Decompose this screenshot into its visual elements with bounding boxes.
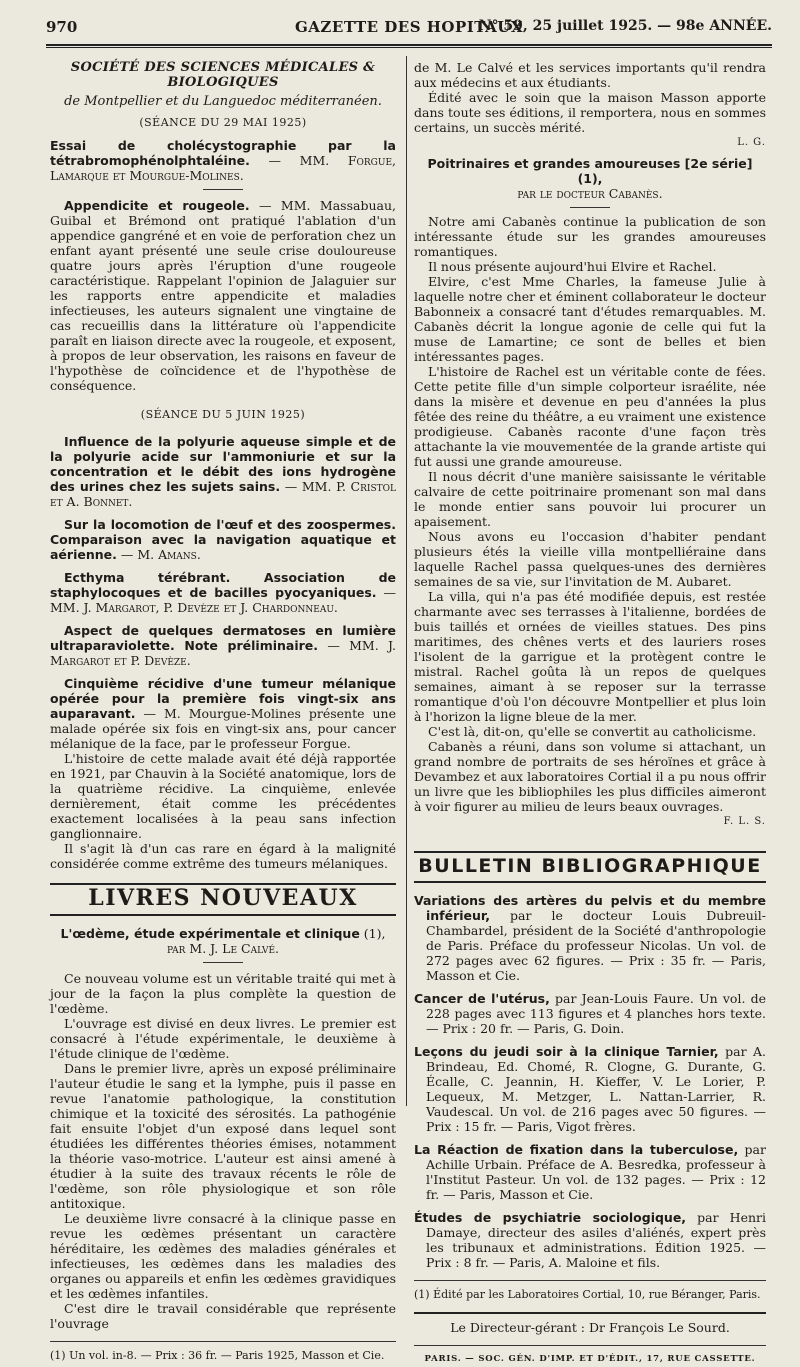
article-paragraph: Il s'agit là d'un cas rare en égard à la malignité considérée comme extrême des tumeurs mélaniques. bbox=[50, 841, 396, 871]
biblio-text: par le docteur Louis Dubreuil-Chambardel, président de la Société d'anthropologie de Paris. Préface du professeur Nicolas. Un vol. de 272 pages avec 62 figures. — Prix : 35 fr. — Paris, Masson et Cie. bbox=[426, 908, 766, 983]
article-authors: — MM. P. Cristol et A. Bonnet. bbox=[50, 479, 396, 509]
right-column bbox=[414, 60, 766, 1367]
header-rule-thin bbox=[46, 47, 772, 48]
book-title: L'œdème, étude expérimentale et clinique bbox=[60, 926, 360, 941]
book-review bbox=[414, 214, 766, 829]
footnote-rule bbox=[50, 1341, 396, 1342]
article-appendicite bbox=[50, 198, 396, 393]
closing-rule-thin bbox=[414, 1345, 766, 1346]
review-paragraph: Le deuxième livre consacré à la clinique passe en revue les œdèmes présentant un caractère héréditaire, les œdèmes des maladies générales et infectieuses, les œdèmes dans les maladies des organes ou appareils et enfin les œdèmes gravidiques et les œdèmes infantiles. bbox=[50, 1211, 396, 1301]
article-authors: — M. Amans. bbox=[116, 547, 201, 562]
biblio-title: Variations des artères du pelvis et du membre inférieur, bbox=[414, 893, 766, 923]
column-divider bbox=[406, 56, 407, 1106]
left-column bbox=[50, 60, 396, 1363]
section-heading: BULLETIN BIBLIOGRAPHIQUE bbox=[418, 855, 762, 877]
article-dermatoses bbox=[50, 623, 396, 668]
signature: F. L. S. bbox=[723, 816, 766, 827]
biblio-title: Cancer de l'utérus, bbox=[414, 991, 550, 1006]
article-authors: — MM. J. Margarot et P. Devèze. bbox=[50, 638, 396, 668]
separator bbox=[203, 962, 243, 963]
article-locomotion bbox=[50, 517, 396, 562]
article-paragraph: L'histoire de cette malade avait été déjà rapportée en 1921, par Chauvin à la Société anatomique, lors de la quatrième récidive. La cinquième, enlevée dernièrement, était comme les précédentes exactement localisées à la peau sans infection ganglionnaire. bbox=[50, 751, 396, 841]
biblio-title: La Réaction de fixation dans la tuberculose, bbox=[414, 1142, 739, 1157]
review-paragraph: C'est dire le travail considérable que représente l'ouvrage bbox=[50, 1301, 396, 1331]
footnote-ref: (1), bbox=[359, 926, 386, 941]
article-title: Essai de cholécystographie par la tétrabromophénolphtaléine. bbox=[50, 138, 396, 168]
article-title: Aspect de quelques dermatoses en lumière ultraparaviolette. Note préliminaire. bbox=[50, 623, 396, 653]
article-title: Ecthyma térébrant. Association de staphylocoques et de bacilles pyocyaniques. bbox=[50, 570, 396, 600]
article-title: Appendicite et rougeole. bbox=[64, 198, 250, 213]
book-review bbox=[50, 971, 396, 1331]
footnote: (1) Un vol. in-8. — Prix : 36 fr. — Paris 1925, Masson et Cie. bbox=[50, 1349, 385, 1362]
society-title: SOCIÉTÉ DES SCIENCES MÉDICALES & BIOLOGIQUES bbox=[70, 60, 376, 90]
article-authors: — MM. Forgue, Lamarque et Mourgue-Molines. bbox=[50, 153, 396, 183]
livres-nouveaux-header bbox=[50, 883, 396, 916]
header-rule bbox=[46, 44, 772, 46]
review-paragraph: L'histoire de Rachel est un véritable conte de fées. Cette petite fille d'un simple colporteur israélite, née dans la misère et devenue en peu d'années la plus fêtée des reine du théâtre, a eu vraiment une existence prodigieuse. Cabanès raconte d'une façon très attachante la vie mouvementée de la grande artiste qui fut aussi une grande amoureuse. bbox=[414, 364, 766, 469]
section-heading: LIVRES NOUVEAUX bbox=[88, 885, 358, 911]
biblio-title: Leçons du jeudi soir à la clinique Tarnier, bbox=[414, 1044, 719, 1059]
article-polyurie bbox=[50, 434, 396, 509]
review-paragraph: Il nous décrit d'une manière saisissante le véritable calvaire de cette poitrinaire promenant son mal dans le monde entier sans pouvoir lui procurer un apaisement. bbox=[414, 469, 766, 529]
closing-rule bbox=[414, 1312, 766, 1314]
seance-date: (SÉANCE DU 29 MAI 1925) bbox=[139, 116, 307, 129]
book-heading bbox=[414, 156, 766, 186]
book-author: par le docteur Cabanès. bbox=[517, 186, 663, 201]
review-paragraph: Notre ami Cabanès continue la publication de son intéressante étude sur les grandes amoureuses romantiques. bbox=[414, 214, 766, 259]
printer-line: PARIS. — SOC. GÉN. D'IMP. ET D'ÉDIT., 17, RUE CASSETTE. bbox=[424, 1354, 756, 1364]
review-paragraph: Elvire, c'est Mme Charles, la fameuse Julie à laquelle notre cher et éminent collaborateur le docteur Babonneix a consacré tant d'études remarquables. M. Cabanès décrit la longue agonie de celle qui fut la muse de Lamartine; ce sont de belles et bien intéressantes pages. bbox=[414, 274, 766, 364]
review-paragraph: Nous avons eu l'occasion d'habiter pendant plusieurs étés la vieille villa montpelliéraine dans laquelle Rachel passa quelques-unes des dernières semaines de sa vie, sur l'invitation de M. Aubaret. bbox=[414, 529, 766, 589]
footnote: (1) Édité par les Laboratoires Cortial, 10, rue Béranger, Paris. bbox=[414, 1288, 761, 1301]
book-heading bbox=[50, 926, 396, 941]
biblio-entry bbox=[414, 991, 766, 1036]
article-title: Sur la locomotion de l'œuf et des zoospermes. Comparaison avec la navigation aquatique et aérienne. bbox=[50, 517, 396, 562]
biblio-text: par Achille Urbain. Préface de A. Besredka, professeur à l'Institut Pasteur. Un vol. de 132 pages. — Prix : 12 fr. — Paris, Masson et Cie. bbox=[426, 1142, 766, 1202]
review-paragraph: L'ouvrage est divisé en deux livres. Le premier est consacré à l'étude expérimentale, le deuxième à l'étude clinique de l'œdème. bbox=[50, 1016, 396, 1061]
book-title: Poitrinaires et grandes amoureuses [2e série] (1), bbox=[427, 156, 753, 186]
review-paragraph: La villa, qui n'a pas été modifiée depuis, est restée charmante avec ses terrasses à l'italienne, bordées de buis taillés et ornées de vieilles statues. Des pins maritimes, des chênes verts et des lauriers roses l'isolent de la garrigue et la protègent contre le mistral. Rachel goûta là un repos de quelques semaines, aimant à se reposer sur la terrasse romantique d'où l'on découvre Montpellier et plus loin à l'horizon la ligne bleue de la mer. bbox=[414, 589, 766, 724]
bulletin-header bbox=[414, 851, 766, 883]
footnote-rule bbox=[414, 1280, 766, 1281]
article-authors: — MM. J. Margarot, P. Devèze et J. Chardonneau. bbox=[50, 585, 396, 615]
seance-date: (SÉANCE DU 5 JUIN 1925) bbox=[140, 408, 306, 421]
biblio-entry bbox=[414, 893, 766, 983]
article-text: — M. Mourgue-Molines présente une malade opérée six fois en vingt-six ans, pour cancer mélanique de la face, par le professeur Forgue. bbox=[50, 706, 396, 751]
review-paragraph: Il nous présente aujourd'hui Elvire et Rachel. bbox=[428, 259, 717, 274]
biblio-entry bbox=[414, 1142, 766, 1202]
biblio-text: par Henri Damaye, directeur des asiles d'aliénés, expert près les tribunaux et administrations. Édition 1925. — Prix : 8 fr. — Paris, A. Maloine et fils. bbox=[426, 1210, 766, 1270]
article-ecthyma bbox=[50, 570, 396, 615]
article-text: — MM. Massabuau, Guibal et Brémond ont pratiqué l'ablation d'un appendice gangréné et en voie de perforation chez un enfant ayant présenté une seule crise douloureuse quatre jours après l'éruption d'une rougeole caractéristique. Rappelant l'opinion de Jalaguier sur les rapports entre appendicite et maladies infectieuses, les auteurs signalent une vingtaine de cas recueillis dans la littérature où l'appendicite paraît en liaison directe avec la rougeole, et exposent, à propos de leur observation, les raisons en faveur de l'hypothèse de coïncidence et de l'hypothèse de conséquence. bbox=[50, 198, 396, 393]
journal-title: GAZETTE DES HOPITAUX bbox=[294, 18, 523, 36]
director-line: Le Directeur-gérant : Dr François Le Sourd. bbox=[450, 1320, 730, 1335]
separator bbox=[203, 189, 243, 190]
article-title: Influence de la polyurie aqueuse simple et de la polyurie acide sur l'ammoniurie et sur la concentration et le débit des ions hydrogène des urines chez les sujets sains. bbox=[50, 434, 396, 494]
biblio-entry bbox=[414, 1210, 766, 1270]
review-continuation: de M. Le Calvé et les services importants qu'il rendra aux médecins et aux étudiants. bbox=[414, 60, 766, 90]
review-paragraph: Ce nouveau volume est un véritable traité qui met à jour de la façon la plus complète la question de l'œdème. bbox=[50, 971, 396, 1016]
issue-info: N° 59, 25 juillet 1925. — 98e ANNÉE. bbox=[478, 18, 772, 34]
biblio-title: Études de psychiatrie sociologique, bbox=[414, 1210, 687, 1225]
review-paragraph: Dans le premier livre, après un exposé préliminaire l'auteur étudie le sang et la lymphe, puis il passe en revue l'anatomie pathologique, la constitution chimique et la toxicité des sérosités. La pathogénie fait ensuite l'objet d'un exposé dans lequel sont étudiées les différentes théories émises, notamment la théorie vaso-motrice. L'auteur est ainsi amené à étudier à la suite des travaux récents le rôle de l'œdème, son rôle physiologique et son rôle antitoxique. bbox=[50, 1061, 396, 1211]
signature: L. G. bbox=[737, 137, 766, 148]
biblio-entry bbox=[414, 1044, 766, 1134]
article-cholecystographie bbox=[50, 138, 396, 183]
society-subtitle: de Montpellier et du Languedoc méditerranéen. bbox=[64, 94, 382, 109]
review-paragraph: C'est là, dit-on, qu'elle se convertit au catholicisme. bbox=[428, 724, 757, 739]
article-title: Cinquième récidive d'une tumeur mélanique opérée pour la première fois vingt-six ans auparavant. bbox=[50, 676, 396, 721]
separator bbox=[570, 207, 610, 208]
biblio-text: par Jean-Louis Faure. Un vol. de 228 pages avec 113 figures et 4 planches hors texte. — Prix : 20 fr. — Paris, G. Doin. bbox=[426, 991, 766, 1036]
page-number: 970 bbox=[46, 18, 78, 36]
article-tumeur bbox=[50, 676, 396, 871]
review-paragraph: Cabanès a réuni, dans son volume si attachant, un grand nombre de portraits de ses héroïnes et grâce à Devambez et aux laboratoires Cortial il a pu nous offrir un livre que les bibliophiles les plus difficiles aimeront à voir figurer au milieu de leurs beaux ouvrages. bbox=[414, 739, 766, 814]
running-header bbox=[46, 18, 772, 40]
biblio-text: par A. Brindeau, Ed. Chomé, R. Clogne, G. Durante, G. Écalle, C. Jeannin, H. Kieffer, V. Le Lorier, P. Lequeux, M. Metzger, L. Nattan-Larrier, R. Vaudescal. Un vol. de 216 pages avec 50 figures. — Prix : 15 fr. — Paris, Vigot frères. bbox=[426, 1044, 766, 1134]
book-author: par M. J. Le Calvé. bbox=[166, 941, 280, 956]
review-paragraph: Édité avec le soin que la maison Masson apporte dans toute ses éditions, il remportera, nous en sommes certains, un succès mérité. bbox=[414, 90, 766, 135]
